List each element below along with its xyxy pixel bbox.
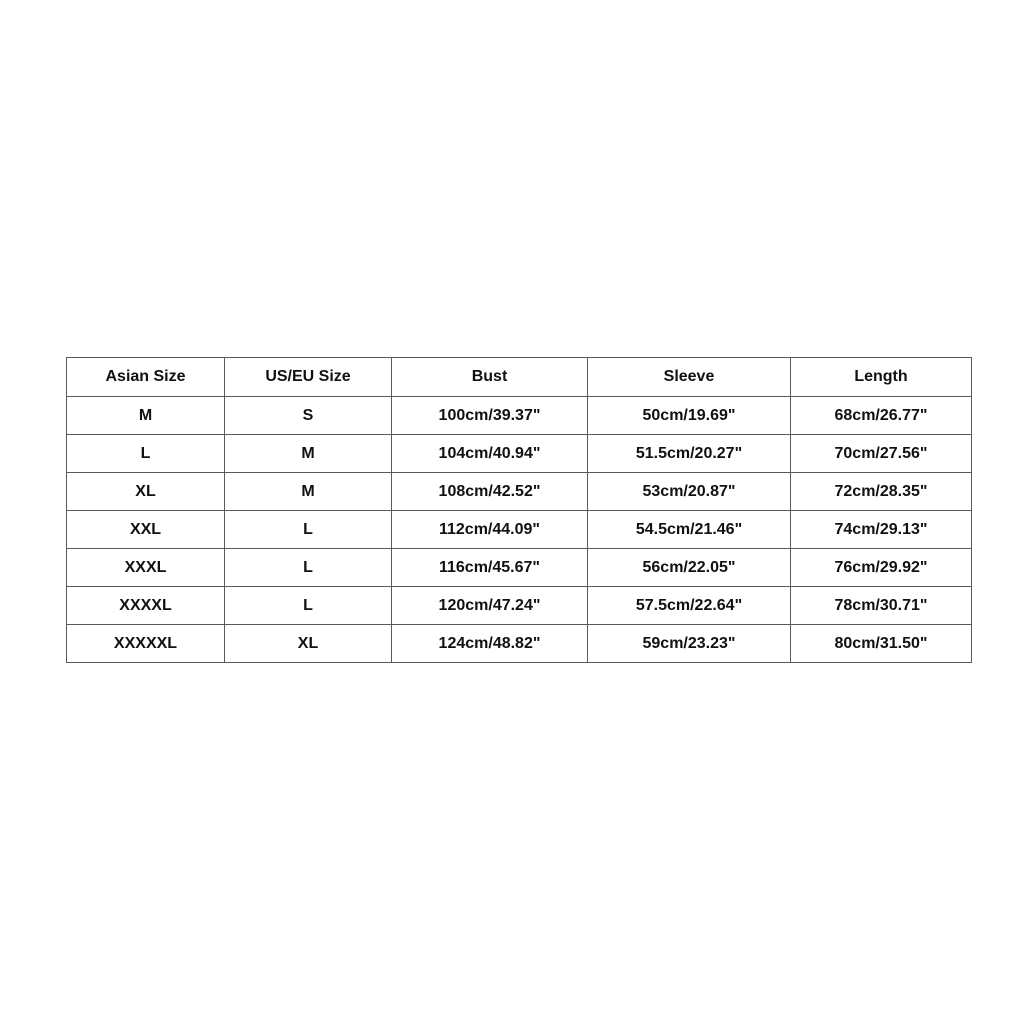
header-sleeve: Sleeve <box>588 358 791 397</box>
bust-cell: 116cm/45.67" <box>392 549 588 587</box>
table-row <box>67 549 972 587</box>
header-bust: Bust <box>392 358 588 397</box>
bust-cell: 108cm/42.52" <box>392 473 588 511</box>
us-eu-size-cell: L <box>225 511 392 549</box>
us-eu-size-cell: M <box>225 435 392 473</box>
asian-size-cell: XXL <box>67 511 225 549</box>
table-row <box>67 587 972 625</box>
sleeve-cell: 56cm/22.05" <box>588 549 791 587</box>
asian-size-cell: M <box>67 397 225 435</box>
us-eu-size-cell: S <box>225 397 392 435</box>
header-asian-size: Asian Size <box>67 358 225 397</box>
sleeve-cell: 54.5cm/21.46" <box>588 511 791 549</box>
asian-size-cell: L <box>67 435 225 473</box>
sleeve-cell: 59cm/23.23" <box>588 625 791 663</box>
asian-size-cell: XL <box>67 473 225 511</box>
table-row <box>67 397 972 435</box>
asian-size-cell: XXXXXL <box>67 625 225 663</box>
length-cell: 80cm/31.50" <box>791 625 972 663</box>
size-chart-table <box>66 357 972 663</box>
asian-size-cell: XXXL <box>67 549 225 587</box>
us-eu-size-cell: XL <box>225 625 392 663</box>
us-eu-size-cell: L <box>225 549 392 587</box>
sleeve-cell: 53cm/20.87" <box>588 473 791 511</box>
header-length: Length <box>791 358 972 397</box>
bust-cell: 124cm/48.82" <box>392 625 588 663</box>
asian-size-cell: XXXXL <box>67 587 225 625</box>
bust-cell: 100cm/39.37" <box>392 397 588 435</box>
header-us-eu-size: US/EU Size <box>225 358 392 397</box>
table-row <box>67 473 972 511</box>
sleeve-cell: 50cm/19.69" <box>588 397 791 435</box>
table-row <box>67 511 972 549</box>
length-cell: 78cm/30.71" <box>791 587 972 625</box>
sleeve-cell: 57.5cm/22.64" <box>588 587 791 625</box>
bust-cell: 104cm/40.94" <box>392 435 588 473</box>
length-cell: 70cm/27.56" <box>791 435 972 473</box>
length-cell: 68cm/26.77" <box>791 397 972 435</box>
length-cell: 72cm/28.35" <box>791 473 972 511</box>
us-eu-size-cell: L <box>225 587 392 625</box>
bust-cell: 120cm/47.24" <box>392 587 588 625</box>
table-row <box>67 625 972 663</box>
us-eu-size-cell: M <box>225 473 392 511</box>
header-row <box>67 358 972 397</box>
table-row <box>67 435 972 473</box>
sleeve-cell: 51.5cm/20.27" <box>588 435 791 473</box>
length-cell: 76cm/29.92" <box>791 549 972 587</box>
length-cell: 74cm/29.13" <box>791 511 972 549</box>
bust-cell: 112cm/44.09" <box>392 511 588 549</box>
